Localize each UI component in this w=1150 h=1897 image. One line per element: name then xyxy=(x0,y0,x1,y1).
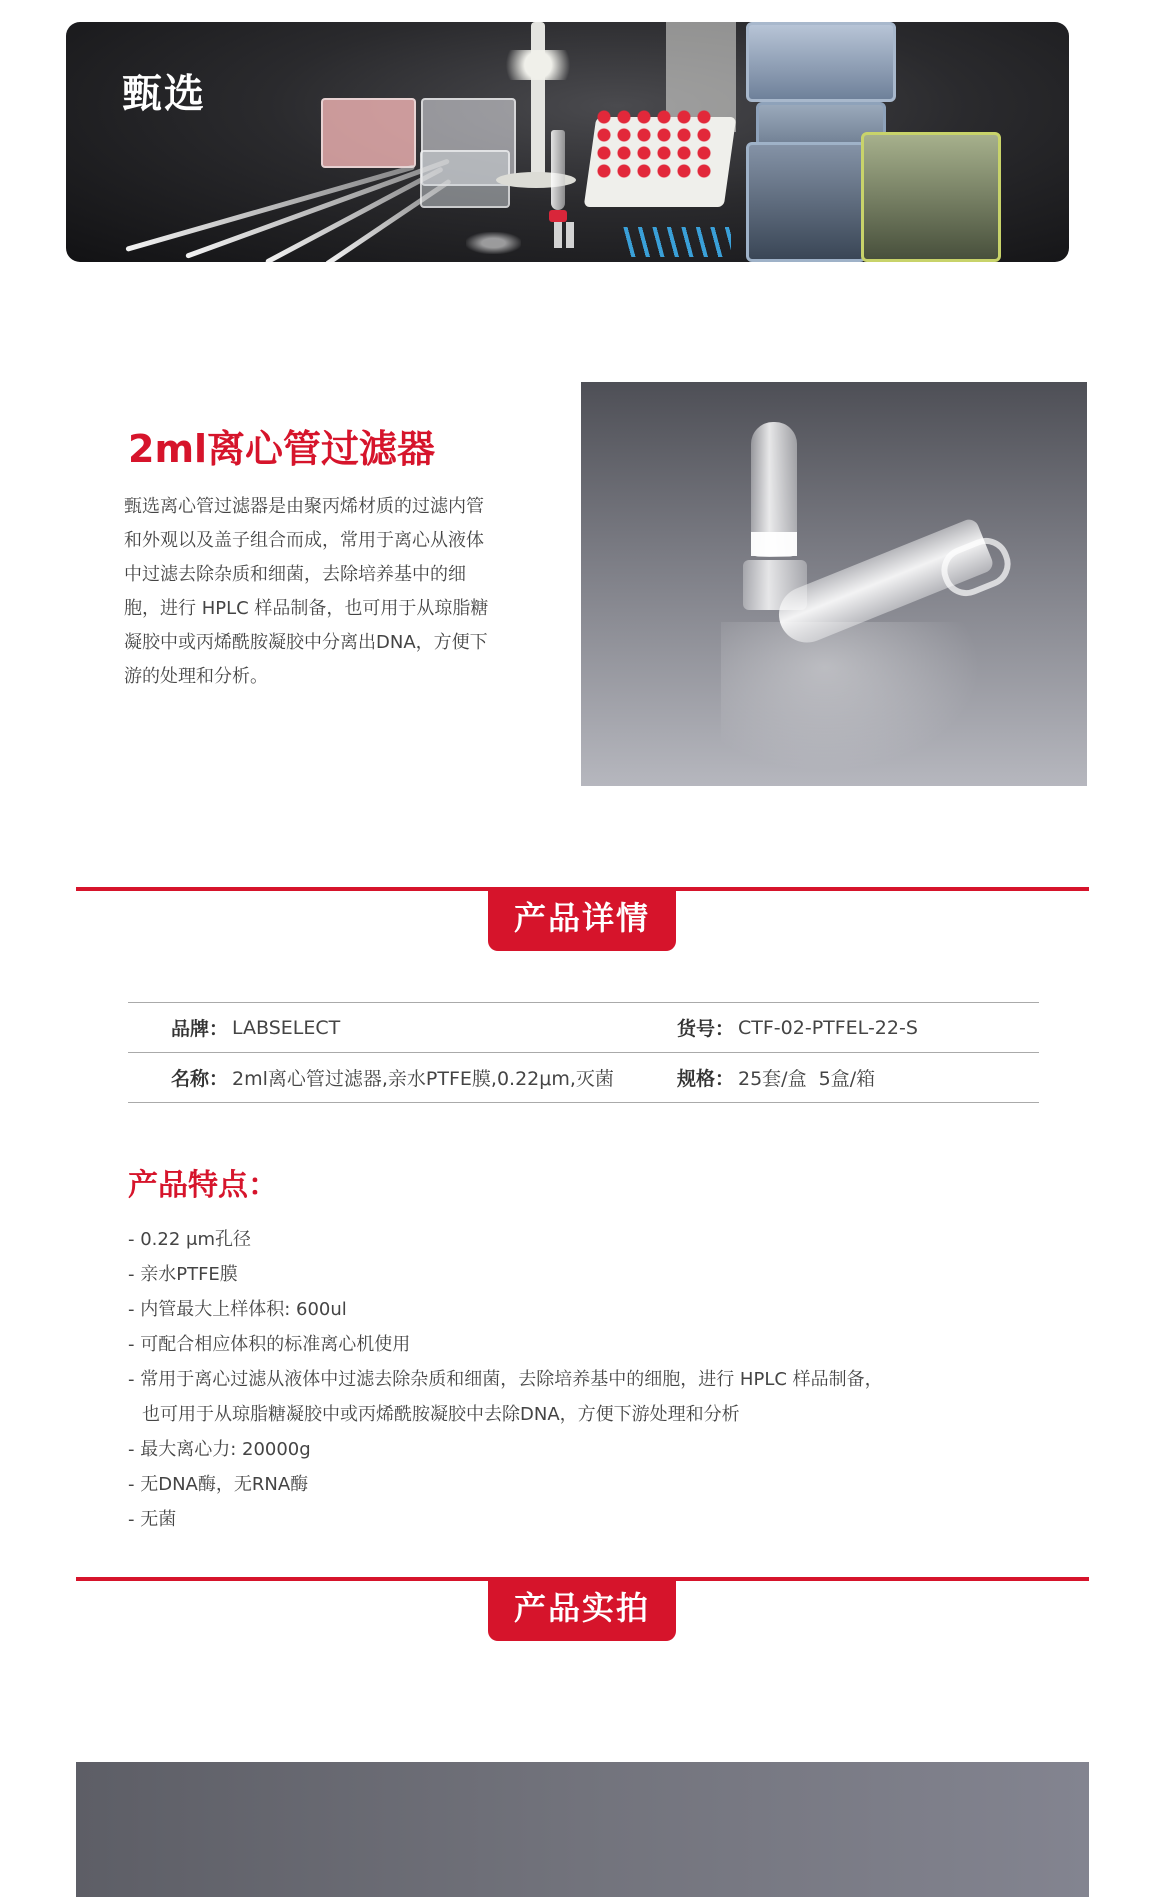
product-details-table xyxy=(128,1002,1039,1103)
sku-label: 货号： xyxy=(676,1018,734,1040)
banner-tip-box-blue-front xyxy=(746,142,866,262)
list-item: - 无DNA酶，无RNA酶 xyxy=(128,1474,309,1495)
brand-label: 品牌： xyxy=(170,1018,228,1040)
hero-banner xyxy=(66,22,1069,262)
banner-tip-box-yellow xyxy=(861,132,1001,262)
table-row xyxy=(128,1053,1039,1103)
list-item: - 内管最大上样体积: 600ul xyxy=(128,1299,347,1320)
features-list xyxy=(128,1222,1028,1537)
list-item: - 0.22 μm孔径 xyxy=(128,1229,252,1250)
list-item: - 常用于离心过滤从液体中过滤去除杂质和细菌，去除培养基中的细胞，进行 HPLC 样品制备， xyxy=(128,1369,883,1390)
photo-reflection xyxy=(721,622,981,772)
banner-red-caps xyxy=(594,108,714,180)
banner-rack-stand xyxy=(531,22,545,182)
product-photo xyxy=(581,382,1087,786)
brand-logo: 甄选 xyxy=(122,71,206,117)
name-label: 名称： xyxy=(170,1068,228,1090)
table-row xyxy=(128,1003,1039,1053)
brand-value: LABSELECT xyxy=(232,1016,341,1039)
section-title-photos: 产品实拍 xyxy=(488,1579,676,1641)
list-item-continued: 也可用于从琼脂糖凝胶中或丙烯酰胺凝胶中去除DNA，方便下游处理和分析 xyxy=(142,1404,740,1425)
spec-label: 规格： xyxy=(676,1068,734,1090)
banner-centrifuge-tube-cap xyxy=(549,210,567,222)
banner-tip-box-pink xyxy=(321,98,416,168)
banner-tip-box-blue-top xyxy=(746,22,896,102)
features-title: 产品特点： xyxy=(128,1168,278,1203)
product-description: 甄选离心管过滤器是由聚丙烯材质的过滤内管和外观以及盖子组合而成，常用于离心从液体中过滤去除杂质和细菌，去除培养基中的细胞，进行 HPLC 样品制备，也可用于从琼脂糖凝胶中或丙烯酰胺凝胶中分离出DNA，方便下游的处理和分析。 xyxy=(124,496,489,687)
banner-centrifuge-tube xyxy=(551,130,565,210)
section-title-details: 产品详情 xyxy=(488,889,676,951)
banner-vial xyxy=(566,222,574,248)
product-photo-large xyxy=(76,1762,1089,1897)
list-item: - 最大离心力: 20000g xyxy=(128,1439,311,1460)
list-item: - 亲水PTFE膜 xyxy=(128,1264,238,1285)
banner-blue-tips xyxy=(621,227,731,257)
banner-vial xyxy=(554,222,562,248)
photo-tube-filter-band xyxy=(751,532,797,556)
name-value: 2ml离心管过滤器,亲水PTFE膜,0.22μm,灭菌 xyxy=(232,1068,614,1090)
sku-value: CTF-02-PTFEL-22-S xyxy=(738,1016,918,1039)
spec-value: 25套/盒 5盒/箱 xyxy=(738,1068,876,1090)
product-title: 2ml离心管过滤器 xyxy=(128,427,436,471)
list-item: - 无菌 xyxy=(128,1509,177,1530)
banner-cuvettes xyxy=(466,232,521,254)
list-item: - 可配合相应体积的标准离心机使用 xyxy=(128,1334,411,1355)
banner-rack-top xyxy=(496,50,580,80)
